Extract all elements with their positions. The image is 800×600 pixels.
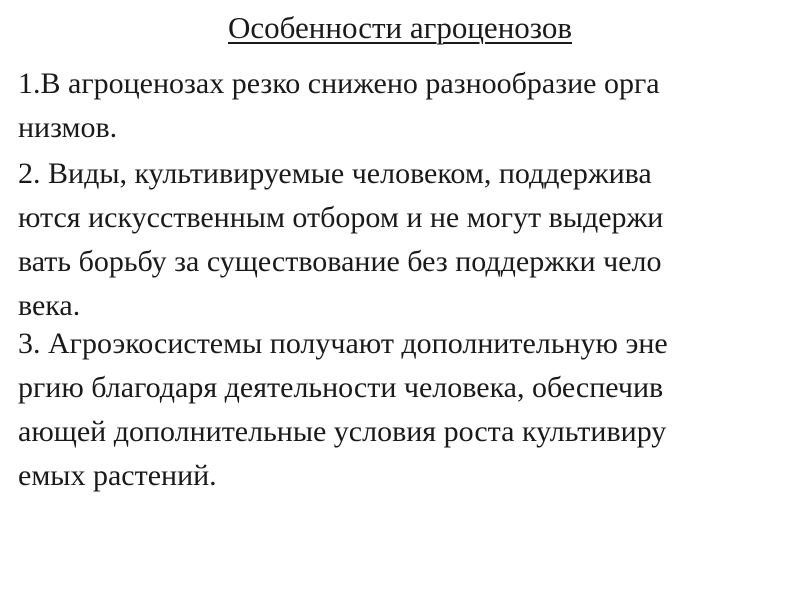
list-item — [18, 62, 798, 150]
text-line: ргию благодаря деятельности человека, обеспечив — [18, 371, 664, 404]
text-line: 2. Виды, культивируемые человеком, поддержива — [18, 157, 652, 190]
text-line: емых растений. — [18, 459, 217, 492]
text-line: ются искусственным отбором и не могут выдержи — [18, 201, 664, 234]
slide-title: Особенности агроценозов — [228, 10, 572, 45]
text-line: века. — [18, 289, 81, 322]
list-item — [18, 322, 798, 498]
text-line: 1.В агроценозах резко снижено разнообразие орга — [18, 67, 660, 100]
list-item — [18, 152, 798, 328]
text-line: 3. Агроэкосистемы получают дополнительную эне — [18, 327, 668, 360]
text-line: ающей дополнительные условия роста культивиру — [18, 415, 667, 448]
text-line: вать борьбу за существование без поддержки чело — [18, 245, 662, 278]
text-line: низмов. — [18, 111, 118, 144]
